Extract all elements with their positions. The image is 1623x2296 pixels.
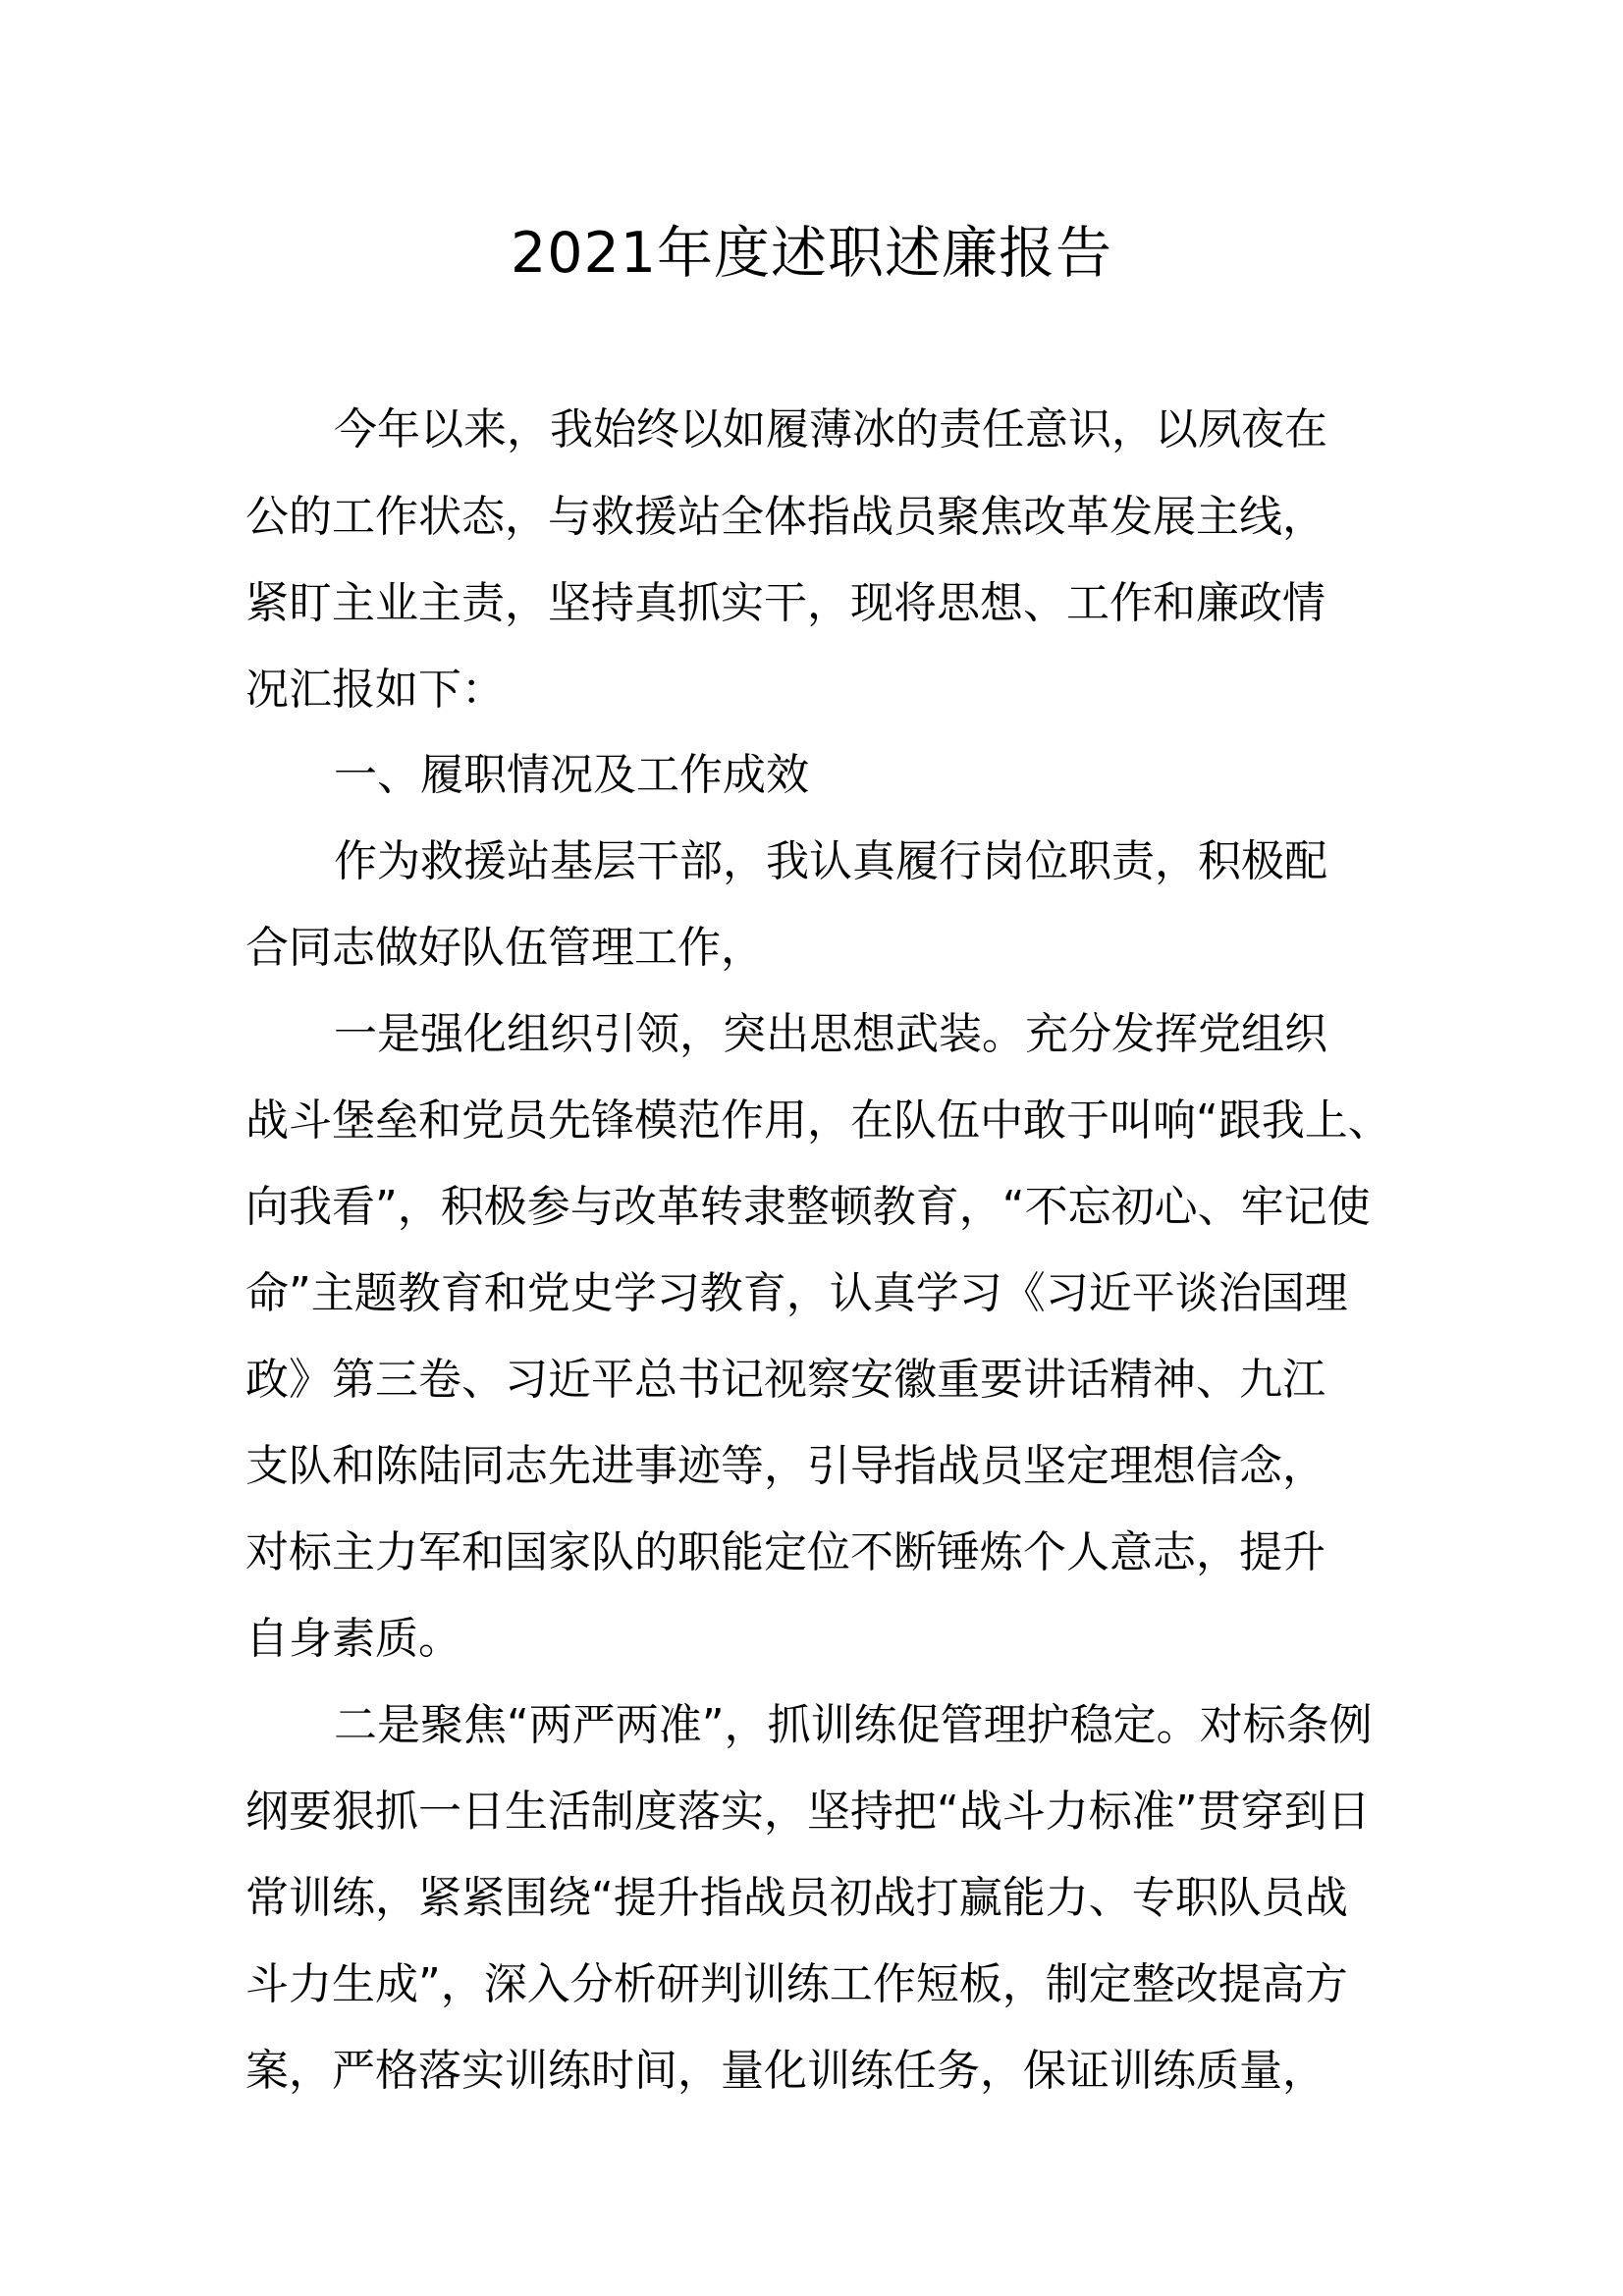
document-title: 2021年度述职述廉报告 [510,221,1113,286]
paragraph-line: 一是强化组织引领，突出思想武装。充分发挥党组织 [334,1009,1327,1059]
paragraph-line: 作为救援站基层干部，我认真履行岗位职责，积极配 [334,836,1327,886]
paragraph-line: 战斗堡垒和党员先锋模范作用，在队伍中敢于叫响“跟我上、 [245,1095,1391,1146]
paragraph-line: 案，严格落实训练时间，量化训练任务，保证训练质量， [245,2046,1325,2096]
paragraph-line: 况汇报如下： [245,665,505,715]
paragraph-line: 今年以来，我始终以如履薄冰的责任意识，以夙夜在 [334,404,1327,454]
paragraph-line: 常训练，紧紧围绕“提升指战员初战打赢能力、专职队员战 [245,1873,1348,1923]
paragraph-line: 纲要狠抓一日生活制度落实，坚持把“战斗力标准”贯穿到日 [245,1787,1371,1837]
paragraph-line: 斗力生成”，深入分析研判训练工作短板，制定整改提高方 [245,1959,1348,2009]
paragraph-line: 命”主题教育和党史学习教育，认真学习《习近平谈治国理 [245,1268,1348,1318]
paragraph-line: 支队和陈陆同志先进事迹等，引导指战员坚定理想信念， [245,1441,1325,1491]
paragraph-line: 紧盯主业主责，坚持真抓实干，现将思想、工作和廉政情 [245,578,1325,628]
paragraph-line: 自身素质。 [245,1614,461,1664]
paragraph-line: 二是聚焦“两严两准”，抓训练促管理护稳定。对标条例 [334,1700,1373,1750]
section-heading: 一、履职情况及工作成效 [334,750,809,800]
paragraph-line: 对标主力军和国家队的职能定位不断锤炼个人意志，提升 [245,1527,1325,1577]
paragraph-line: 向我看”，积极参与改革转隶整顿教育，“不忘初心、牢记使 [245,1182,1371,1232]
paragraph-line: 政》第三卷、习近平总书记视察安徽重要讲话精神、九江 [245,1355,1325,1405]
paragraph-line: 合同志做好队伍管理工作， [245,923,764,973]
paragraph-line: 公的工作状态，与救援站全体指战员聚焦改革发展主线， [245,492,1325,542]
